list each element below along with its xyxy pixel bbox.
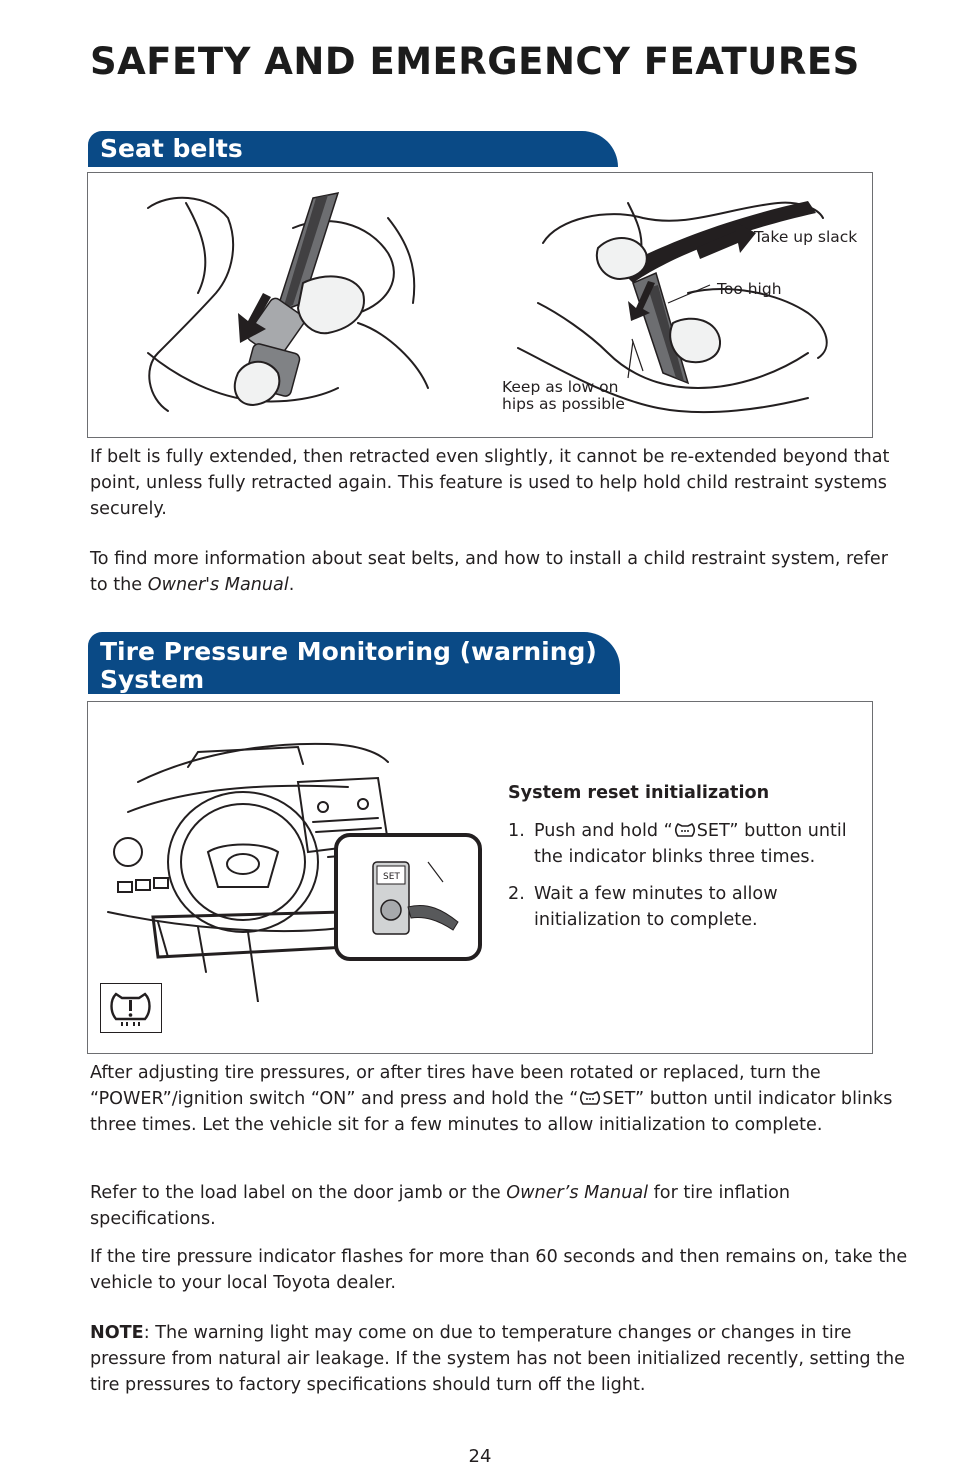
seat-belt-paragraph-2 — [90, 546, 910, 598]
note-label: NOTE — [90, 1323, 144, 1343]
page-number: 24 — [468, 1446, 492, 1467]
callout-keep-low-line2: hips as possible — [502, 395, 625, 413]
tpms-note — [90, 1320, 910, 1398]
reset-step-1 — [508, 818, 868, 870]
tpms-set-icon — [674, 821, 696, 839]
tpms-paragraph-1-start: After adjusting tire pressures, or after tires have been rotated or replaced, turn the “POWER”/ignition switch “ON” and press and hold the “ — [90, 1063, 821, 1109]
seat-belt-paragraph-2-text: To find more information about seat belts, and how to install a child restraint system, refer to the — [90, 549, 888, 595]
svg-text:SET: SET — [383, 872, 400, 882]
step-text: Wait a few minutes to allow initialization to complete. — [534, 884, 778, 930]
tpms-heading-line2: System — [100, 665, 205, 694]
tpms-paragraph-3: If the tire pressure indicator flashes for more than 60 seconds and then remains on, take the vehicle to your local Toyota dealer. — [90, 1247, 908, 1293]
tpms-heading — [88, 632, 620, 694]
tpms-paragraph-2-end: for tire inflation specifications. — [90, 1183, 791, 1229]
step-text — [534, 818, 868, 870]
note-text: : The warning light may come on due to temperature changes or changes in tire pressure from natural air leakage. If the system has not been initialized recently, setting the tire pressures to factory specifications should turn off the light. — [90, 1323, 905, 1395]
step-1-text-start: Push and hold “ — [534, 821, 673, 841]
seat-belt-illustration-box — [87, 172, 873, 438]
page-title: SAFETY AND EMERGENCY FEATURES — [90, 40, 860, 83]
reset-title: System reset initialization — [508, 783, 770, 803]
tpms-heading-line1: Tire Pressure Monitoring (warning) — [100, 637, 597, 666]
tpms-paragraph-2 — [90, 1180, 910, 1232]
tpms-paragraph-1 — [90, 1060, 910, 1138]
callout-take-up-slack: Take up slack — [754, 228, 858, 246]
callout-keep-low-line1: Keep as low on — [502, 378, 619, 396]
seat-belt-paragraph-2-end: . — [288, 575, 295, 595]
tpms-paragraph-1-end: SET” button until indicator blinks three times. Let the vehicle sit for a few minutes to allow initialization to complete. — [90, 1089, 893, 1135]
tpms-warning-light-icon — [100, 983, 162, 1033]
owners-manual-reference: Owner’s Manual — [506, 1183, 649, 1203]
set-button-zoom-inset — [333, 832, 483, 962]
callout-too-high: Too high — [717, 280, 782, 298]
seat-belt-paragraph-1: If belt is fully extended, then retracted even slightly, it cannot be re-extended beyond that point, unless fully retracted again. This feature is used to help hold child restraint systems securely. — [90, 447, 890, 519]
tpms-set-icon — [579, 1089, 601, 1107]
seat-belts-heading: Seat belts — [88, 131, 618, 167]
tpms-paragraph-2-start: Refer to the load label on the door jamb or the — [90, 1183, 507, 1203]
seat-belt-illustration — [88, 173, 872, 437]
reset-instructions — [508, 780, 868, 944]
owners-manual-reference: Owner's Manual — [147, 575, 289, 595]
step-number: 2. — [508, 884, 525, 904]
step-1-text-end: SET” button until the indicator blinks three times. — [534, 821, 847, 867]
callout-keep-low — [502, 379, 625, 413]
reset-step-2 — [508, 881, 868, 933]
step-number: 1. — [508, 821, 525, 841]
